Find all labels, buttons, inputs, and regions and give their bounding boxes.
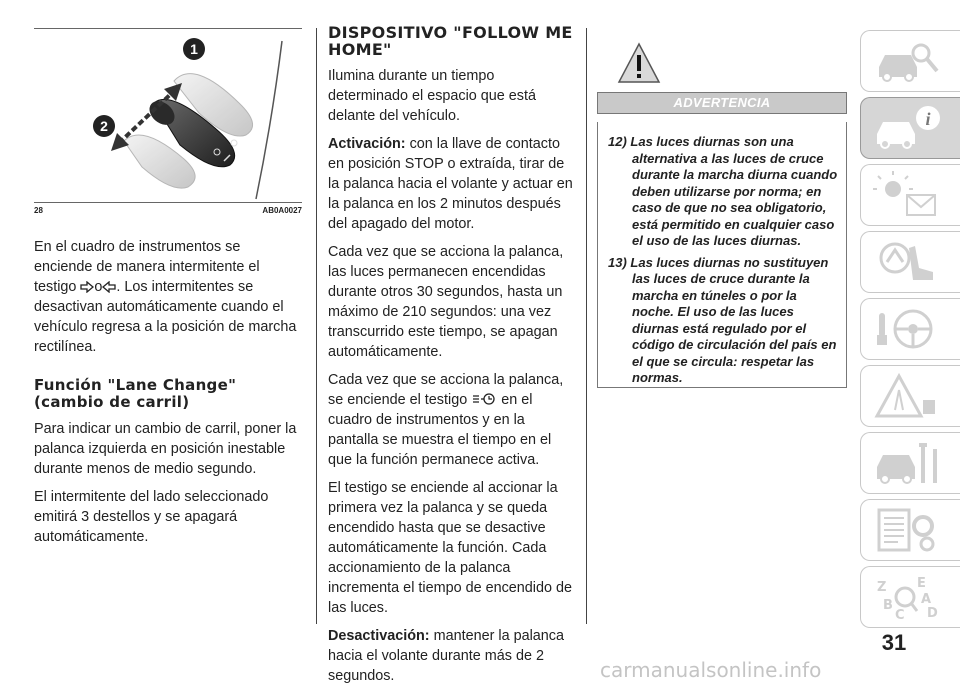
warning-item-13: 13) Las luces diurnas no sustituyen las luces de cruce durante la marcha en túneles o por la noche. El uso de las luces diurnas está regulado por el código de circulación del país en el que se circula: respetar las normas.: [608, 254, 837, 385]
steering-wheel-key-icon: [873, 305, 943, 355]
figure-stalk-illustration: [34, 28, 302, 203]
deactivation-label: Desactivación:: [328, 628, 430, 644]
column-divider-1: [316, 28, 317, 624]
warning-icon-wrap: [597, 28, 847, 92]
paragraph-duration: Cada vez que se acciona la palanca, las luces permanecen encendidas durante otros 30 segundos, hasta un máximo de 210 segundos: una vez transcurrido este tiempo, se apagan automáticamente.: [328, 244, 564, 360]
tab-car-knowledge[interactable]: [860, 30, 960, 92]
svg-text:i: i: [925, 109, 931, 129]
column-1: [34, 28, 302, 555]
airbag-seat-icon: [873, 238, 943, 288]
svg-text:C: C: [895, 608, 905, 623]
warning-box: [597, 122, 847, 388]
paragraph-lane-change-1: Para indicar un cambio de carril, poner la palanca izquierda en posición inestable durante menos de medio segundo.: [34, 421, 297, 477]
tab-safety[interactable]: [860, 231, 960, 293]
heading-follow-me-home: DISPOSITIVO "FOLLOW ME HOME": [328, 23, 573, 59]
svg-text:E: E: [917, 576, 926, 591]
turn-signal-stalk-image: [34, 31, 302, 201]
chapter-tabs: [860, 30, 960, 633]
svg-text:B: B: [883, 598, 893, 613]
paragraph-turn-indicator: [34, 237, 302, 357]
tab-dashboard[interactable]: [860, 97, 960, 159]
para-1-post: . Los intermitentes se desactivan automáticamente cuando el vehículo regresa a la posición de marcha rectilínea.: [34, 279, 297, 355]
column-2: [328, 24, 578, 686]
activation-label: Activación:: [328, 136, 406, 152]
paragraph-follow-intro: Ilumina durante un tiempo determinado el espacio que está delante del vehículo.: [328, 68, 537, 124]
callout-1: 1: [190, 41, 198, 57]
figure-caption: [34, 206, 302, 215]
tab-index[interactable]: [860, 566, 960, 628]
watermark: carmanualsonline.info: [600, 658, 822, 682]
specs-gear-icon: [873, 506, 943, 556]
warning-title: ADVERTENCIA: [597, 92, 847, 114]
warning-lights-envelope-icon: [873, 171, 943, 221]
alphabet-index-icon: [873, 573, 943, 623]
svg-text:Z: Z: [877, 580, 887, 595]
figure-code: AB0A0027: [262, 206, 302, 215]
paragraph-warning-light: [328, 370, 578, 470]
figure-number: 28: [34, 206, 43, 215]
para-4-pre: Cada vez que se acciona la palanca, se enciende el testigo: [328, 372, 564, 408]
column-divider-2: [586, 28, 587, 624]
follow-me-home-indicator-icon: [471, 392, 497, 406]
paragraph-deactivation: [328, 626, 578, 686]
car-info-icon: [873, 104, 943, 154]
page-number: 31: [881, 630, 907, 655]
para-1-pre: En el cuadro de instrumentos se enciende de manera intermitente el testigo: [34, 239, 260, 295]
deactivation-text: mantener la palanca hacia el volante durante más de 2 segundos.: [328, 628, 564, 684]
heading-lane-change: Función "Lane Change" (cambio de carril): [34, 376, 237, 411]
warning-triangle-icon: [617, 42, 661, 86]
warning-item-12: 12) Las luces diurnas son una alternativa a las luces de cruce durante la marcha diurna cuando deben utilizarse por norma; en caso de que no sea obligatorio, está permitido en cualquier caso el uso de las luces diurnas.: [608, 134, 838, 248]
right-turn-indicator-icon: [80, 281, 94, 293]
tab-emergency[interactable]: [860, 365, 960, 427]
tab-starting-driving[interactable]: [860, 298, 960, 360]
left-turn-indicator-icon: [102, 281, 116, 293]
activation-text: con la llave de contacto en posición STOP o extraída, tirar de la palanca hacia el volante y actuar en la palanca en los 2 minutos después del apagado del motor.: [328, 136, 573, 232]
warning-triangle-road-icon: [873, 372, 943, 422]
tab-technical-data[interactable]: [860, 499, 960, 561]
para-1-mid: o: [94, 279, 103, 295]
para-4-post: en el cuadro de instrumentos y en la pantalla se muestra el tiempo en el que la función permanece activa.: [328, 392, 552, 468]
svg-text:D: D: [927, 606, 938, 621]
car-magnifier-icon: [873, 37, 943, 87]
tab-warning-lights[interactable]: [860, 164, 960, 226]
svg-text:A: A: [921, 592, 932, 607]
paragraph-activation: [328, 134, 578, 234]
paragraph-indicator-behavior: El testigo se enciende al accionar la primera vez la palanca y se queda encendido hasta que se desactive automáticamente la función. Cada accionamiento de la palanca incrementa el tiempo de encendido de las luces.: [328, 480, 573, 616]
tab-maintenance[interactable]: [860, 432, 960, 494]
paragraph-lane-change-2: El intermitente del lado seleccionado emitirá 3 destellos y se apagará automáticamente.: [34, 489, 269, 545]
column-3: [597, 28, 847, 388]
callout-2: 2: [100, 118, 108, 134]
car-wrench-icon: [873, 439, 943, 489]
